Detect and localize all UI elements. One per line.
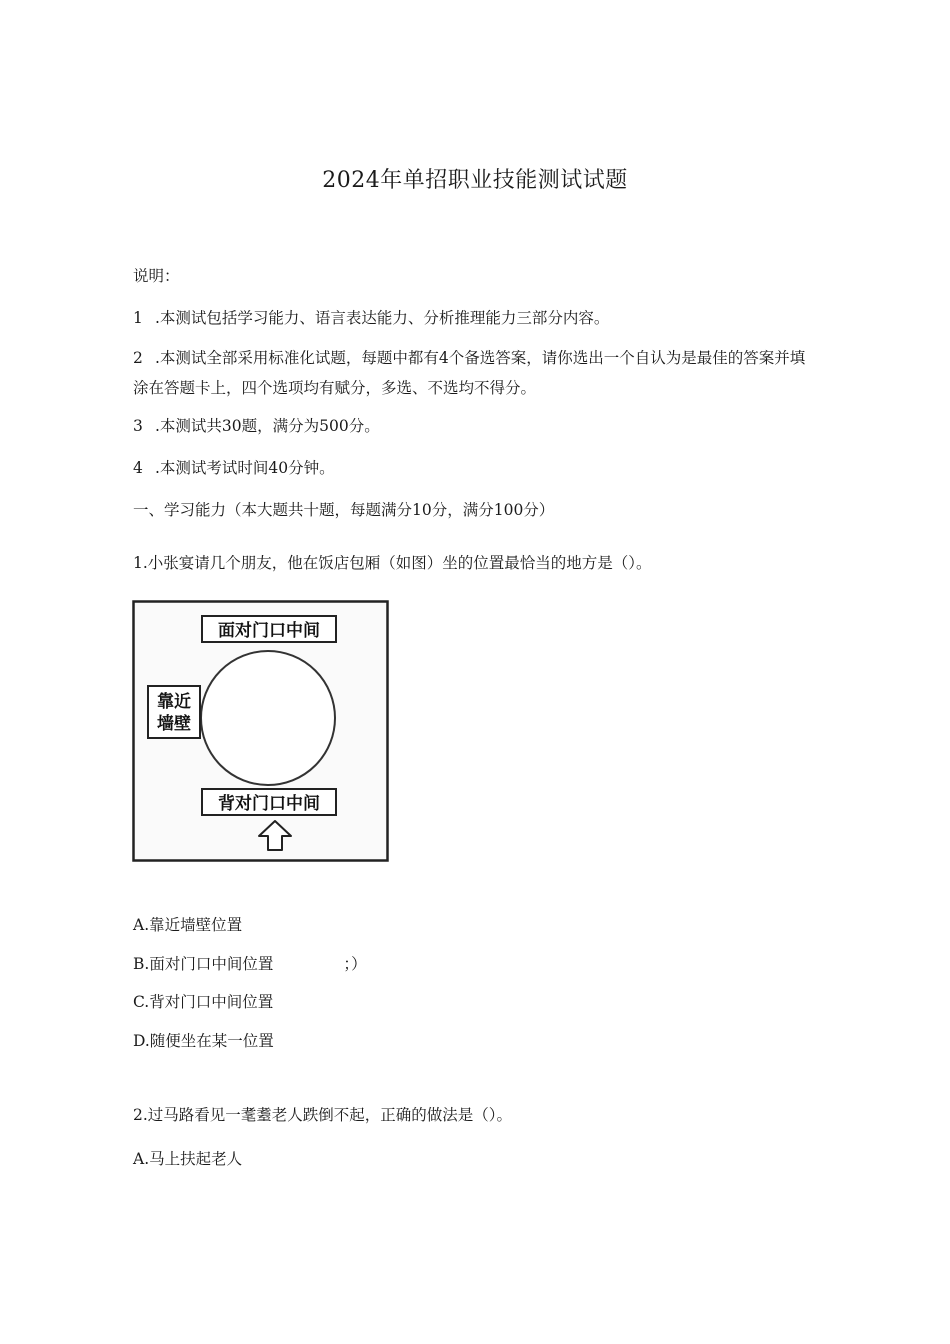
instruction-text: .本测试包括学习能力、语言表达能力、分析推理能力三部分内容。 (155, 309, 610, 327)
instruction-item (133, 307, 609, 329)
instruction-item (133, 343, 813, 403)
instructions-heading: 说明： (133, 267, 180, 285)
question-1-option-b: B.面对门口中间位置 (133, 955, 274, 973)
question-1-stem: 1.小张宴请几个朋友，他在饭店包厢（如图）坐的位置最恰当的地方是（）。 (133, 554, 652, 572)
bottom-seat-label: 背对门口中间 (218, 794, 320, 814)
instruction-number: 2 (133, 349, 143, 367)
question-1-option-d: D.随便坐在某一位置 (133, 1032, 274, 1050)
top-seat-label: 面对门口中间 (218, 621, 320, 641)
instruction-item (133, 457, 335, 479)
instruction-number: 3 (133, 417, 143, 435)
instruction-text: .本测试全部采用标准化试题，每题中都有4个备选答案，请你选出一个自认为是最佳的答案并填涂在答题卡上，四个选项均有赋分，多选、不选均不得分。 (133, 349, 806, 397)
seating-diagram-svg (132, 600, 389, 862)
side-seat-label-line1: 靠近 (157, 692, 191, 712)
question-2-stem: 2.过马路看见一耄耋老人跌倒不起，正确的做法是（）。 (133, 1106, 513, 1124)
instruction-text: .本测试共30题，满分为500分。 (155, 417, 380, 435)
question-2-option-a: A.马上扶起老人 (133, 1150, 243, 1168)
question-1-option-a: A.靠近墙壁位置 (133, 916, 243, 934)
round-table (201, 651, 335, 785)
instruction-number: 1 (133, 309, 143, 327)
page-title: 2024年单招职业技能测试试题 (322, 168, 628, 193)
section-heading: 一、学习能力（本大题共十题，每题满分10分，满分100分） (133, 501, 555, 519)
instruction-item (133, 415, 380, 437)
instruction-number: 4 (133, 459, 143, 477)
side-seat-label-line2: 墙壁 (157, 714, 191, 734)
question-1-option-b-row (133, 953, 367, 975)
question-1-option-c: C.背对门口中间位置 (133, 993, 274, 1011)
seating-diagram (132, 600, 389, 862)
option-b-stray-mark: ；） (343, 955, 367, 973)
instruction-text: .本测试考试时间40分钟。 (155, 459, 335, 477)
